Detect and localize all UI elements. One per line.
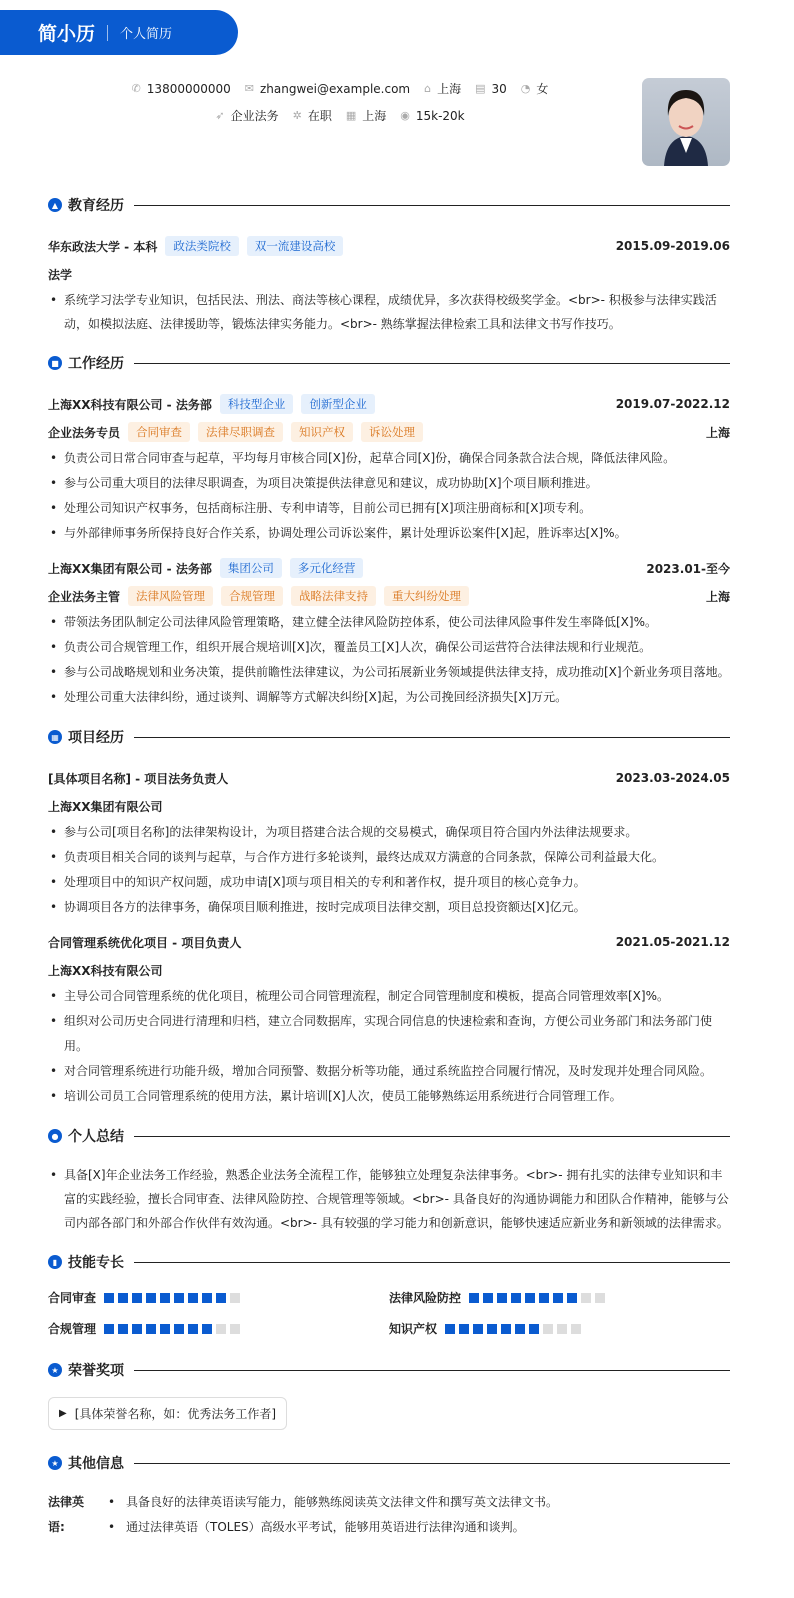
- location: 上海: [437, 82, 462, 96]
- graduation-icon: ▲: [48, 198, 62, 212]
- section-title: 技能专长: [68, 1255, 124, 1271]
- date: 2021.05-2021.12: [615, 935, 730, 949]
- tag: 集团公司: [220, 558, 282, 578]
- skill-item: [48, 1289, 389, 1306]
- list-item: • 与外部律师事务所保持良好合作关系，协调处理公司诉讼案件，累计处理诉讼案件[X]起，胜诉率达[X]%。: [48, 521, 730, 546]
- major: 法学: [48, 267, 73, 282]
- list-item: • 参与公司重大项目的法律尽职调查，为项目决策提供法律意见和建议，成功协助[X]个项目顺利推进。: [48, 471, 730, 496]
- award-item[interactable]: [48, 1397, 287, 1430]
- list-item: • 负责项目相关合同的谈判与起草，与合作方进行多轮谈判，最终达成双方满意的合同条款，保障公司利益最大化。: [48, 845, 730, 870]
- skill-level-segment: [104, 1293, 114, 1303]
- brand-logo: 简小历: [38, 23, 96, 45]
- divider: [134, 1463, 730, 1464]
- skill-level-segment: [216, 1324, 226, 1334]
- section-work-header: [48, 350, 730, 376]
- company: 上海XX科技有限公司 - 法务部: [48, 397, 212, 412]
- skill-level-segment: [571, 1324, 581, 1334]
- section-education-header: [48, 192, 730, 218]
- skill-level-segment: [230, 1324, 240, 1334]
- divider: [134, 1136, 730, 1137]
- skill-level-segment: [132, 1293, 142, 1303]
- triangle-right-icon: ▶: [59, 1408, 67, 1419]
- skill-level-segment: [146, 1293, 156, 1303]
- list-item: • 处理公司重大法律纠纷，通过谈判、调解等方式解决纠纷[X]起，为公司挽回经济损失[X]万元。: [48, 685, 730, 710]
- header-subtitle: 个人简历: [120, 27, 173, 42]
- money-icon: ◉: [400, 109, 410, 122]
- position: 企业法务: [230, 109, 279, 123]
- section-awards-header: [48, 1357, 730, 1383]
- phone-icon: ✆: [131, 82, 141, 95]
- city: 上海: [705, 589, 730, 604]
- list-item: • 对合同管理系统进行功能升级，增加合同预警、数据分析等功能，通过系统监控合同履行情况，及时发现并处理合同风险。: [48, 1059, 730, 1084]
- grid-icon: ▦: [48, 730, 62, 744]
- award-name: [具体荣誉名称，如：优秀法务工作者]: [74, 1407, 277, 1421]
- section-title: 荣誉奖项: [68, 1363, 124, 1379]
- divider: [107, 25, 108, 41]
- skill-level-segment: [529, 1324, 539, 1334]
- skill-item: [389, 1289, 730, 1306]
- skill-level-segment: [118, 1324, 128, 1334]
- skill-level-segment: [553, 1293, 563, 1303]
- skill-level-segment: [188, 1324, 198, 1334]
- tag: 重大纠纷处理: [384, 586, 469, 606]
- phone: 13800000000: [146, 81, 231, 96]
- section-title: 其他信息: [68, 1456, 124, 1472]
- send-icon: ➶: [215, 109, 225, 122]
- skill-level-segment: [557, 1324, 567, 1334]
- contact-row-2: [0, 107, 680, 124]
- skill-level-segment: [511, 1293, 521, 1303]
- list-item: • 带领法务团队制定公司法律风险管理策略，建立健全法律风险防控体系，使公司法律风险事件发生率降低[X]%。: [48, 610, 730, 635]
- list-item: • 参与公司战略规划和业务决策，提供前瞻性法律建议，为公司拓展新业务领域提供法律支持，成功推动[X]个新业务项目落地。: [48, 660, 730, 685]
- project-item: [48, 928, 730, 1109]
- skill-name: 知识产权: [389, 1322, 438, 1336]
- skill-level-segment: [567, 1293, 577, 1303]
- section-summary-header: [48, 1123, 730, 1149]
- skill-level-segment: [160, 1293, 170, 1303]
- email: zhangwei@example.com: [260, 81, 411, 96]
- list-item: • 参与公司[项目名称]的法律架构设计，为项目搭建合法合规的交易模式，确保项目符合国内外法律法规要求。: [48, 820, 730, 845]
- role: 企业法务专员: [48, 425, 121, 440]
- skill-level-bar: [469, 1293, 605, 1303]
- skills-grid: [48, 1289, 730, 1337]
- skill-level-segment: [132, 1324, 142, 1334]
- home-icon: ⌂: [424, 82, 432, 95]
- tag: 法律风险管理: [128, 586, 213, 606]
- tag: 多元化经营: [290, 558, 364, 578]
- gender: 女: [536, 82, 549, 96]
- skill-name: 法律风险防控: [389, 1291, 462, 1305]
- skill-level-segment: [473, 1324, 483, 1334]
- list-item: • 组织对公司历史合同进行清理和归档，建立合同数据库，实现合同信息的快速检索和查询，方便公司业务部门和法务部门使用。: [48, 1009, 730, 1059]
- salary: 15k-20k: [415, 108, 465, 123]
- list-item: • 主导公司合同管理系统的优化项目，梳理公司合同管理流程，制定合同管理制度和模板，提高合同管理效率[X]%。: [48, 984, 730, 1009]
- chart-icon: ▮: [48, 1255, 62, 1269]
- user-icon: ●: [48, 1129, 62, 1143]
- divider: [134, 205, 730, 206]
- skill-level-segment: [146, 1324, 156, 1334]
- contact-row-1: [0, 80, 680, 97]
- role: 企业法务主管: [48, 589, 121, 604]
- tag: 合同审查: [128, 422, 190, 442]
- skill-level-segment: [487, 1324, 497, 1334]
- age: 30: [491, 81, 507, 96]
- cake-icon: ▤: [475, 82, 486, 95]
- date: 2023.03-2024.05: [615, 771, 730, 785]
- skill-level-segment: [104, 1324, 114, 1334]
- skill-name: 合同审查: [48, 1291, 97, 1305]
- skill-level-segment: [515, 1324, 525, 1334]
- section-other-header: [48, 1450, 730, 1476]
- list-item: • 处理项目中的知识产权问题，成功申请[X]项与项目相关的专利和著作权，提升项目的核心竞争力。: [48, 870, 730, 895]
- skill-level-segment: [501, 1324, 511, 1334]
- work-item: [48, 390, 730, 546]
- status-icon: ✲: [292, 109, 302, 122]
- tag: 法律尽职调查: [198, 422, 283, 442]
- divider: [134, 737, 730, 738]
- summary-text: • 具备[X]年企业法务工作经验，熟悉企业法务全流程工作，能够独立处理复杂法律事务。<br>- 拥有扎实的法律专业知识和丰富的实践经验，擅长合同审查、法律风险防控、合规管理等领域。<br>- 具备良好的沟通协调能力和团队合作精神，能够与公司内部各部门和外部合作伙伴有效沟通。<br>- 具有较强的学习能力和创新意识，能够快速适应新业务和新领域的法律需求。: [48, 1163, 730, 1235]
- city: 上海: [705, 425, 730, 440]
- skill-level-segment: [483, 1293, 493, 1303]
- tag: 创新型企业: [301, 394, 375, 414]
- divider: [134, 363, 730, 364]
- divider: [134, 1370, 730, 1371]
- skill-level-segment: [469, 1293, 479, 1303]
- company: 上海XX集团有限公司 - 法务部: [48, 561, 212, 576]
- date: 2015.09-2019.06: [615, 239, 730, 253]
- resume-body: [48, 192, 730, 1540]
- skill-level-segment: [525, 1293, 535, 1303]
- skill-level-segment: [202, 1324, 212, 1334]
- skill-level-segment: [497, 1293, 507, 1303]
- briefcase-icon: ■: [48, 356, 62, 370]
- avatar: [642, 78, 730, 166]
- skill-level-segment: [174, 1293, 184, 1303]
- section-project-header: [48, 724, 730, 750]
- skill-level-segment: [539, 1293, 549, 1303]
- skill-level-segment: [202, 1293, 212, 1303]
- list-item: • 负责公司合规管理工作，组织开展合规培训[X]次，覆盖员工[X]人次，确保公司运营符合法律法规和行业规范。: [48, 635, 730, 660]
- skill-level-segment: [543, 1324, 553, 1334]
- building-icon: ▦: [345, 109, 357, 122]
- skill-level-segment: [118, 1293, 128, 1303]
- tag: 科技型企业: [220, 394, 294, 414]
- city: 上海: [362, 109, 387, 123]
- header-banner: [0, 10, 238, 55]
- project-org: 上海XX科技有限公司: [48, 963, 163, 978]
- list-item: • 协调项目各方的法律事务，确保项目顺利推进，按时完成项目法律交割，项目总投资额达[X]亿元。: [48, 895, 730, 920]
- other-label: 法律英语:: [48, 1495, 85, 1534]
- list-item: • 系统学习法学专业知识，包括民法、刑法、商法等核心课程，成绩优异，多次获得校级奖学金。<br>- 积极参与法律实践活动，如模拟法庭、法律援助等，锻炼法律实务能力。<br>- 熟练掌握法律检索工具和法律文书写作技巧。: [48, 288, 730, 336]
- project-name: [具体项目名称] - 项目法务负责人: [48, 771, 229, 786]
- date: 2019.07-2022.12: [615, 397, 730, 411]
- skill-level-segment: [160, 1324, 170, 1334]
- skill-level-segment: [174, 1324, 184, 1334]
- divider: [134, 1262, 730, 1263]
- medal-icon: ★: [48, 1363, 62, 1377]
- skill-level-segment: [459, 1324, 469, 1334]
- list-item: • 通过法律英语（TOLES）高级水平考试，能够用英语进行法律沟通和谈判。: [106, 1515, 558, 1540]
- work-item: [48, 554, 730, 710]
- school: 华东政法大学 - 本科: [48, 239, 158, 254]
- status: 在职: [307, 109, 332, 123]
- section-skills-header: [48, 1249, 730, 1275]
- tag: 战略法律支持: [291, 586, 376, 606]
- list-item: • 负责公司日常合同审查与起草，平均每月审核合同[X]份，起草合同[X]份，确保合同条款合法合规，降低法律风险。: [48, 446, 730, 471]
- skill-item: [389, 1320, 730, 1337]
- tag: 合规管理: [221, 586, 283, 606]
- project-name: 合同管理系统优化项目 - 项目负责人: [48, 935, 242, 950]
- skill-level-bar: [445, 1324, 581, 1334]
- section-title: 教育经历: [68, 198, 124, 214]
- project-org: 上海XX集团有限公司: [48, 799, 163, 814]
- section-title: 工作经历: [68, 356, 124, 372]
- skill-level-segment: [445, 1324, 455, 1334]
- info-icon: ★: [48, 1456, 62, 1470]
- skill-level-segment: [230, 1293, 240, 1303]
- list-item: • 具备良好的法律英语读写能力，能够熟练阅读英文法律文件和撰写英文法律文书。: [106, 1490, 558, 1515]
- skill-level-segment: [581, 1293, 591, 1303]
- skill-level-segment: [188, 1293, 198, 1303]
- section-title: 项目经历: [68, 730, 124, 746]
- skill-level-segment: [216, 1293, 226, 1303]
- project-item: [48, 764, 730, 920]
- skill-level-bar: [104, 1293, 240, 1303]
- list-item: • 处理公司知识产权事务，包括商标注册、专利申请等，目前公司已拥有[X]项注册商标和[X]项专利。: [48, 496, 730, 521]
- skill-item: [48, 1320, 389, 1337]
- skill-level-bar: [104, 1324, 240, 1334]
- tag: 知识产权: [291, 422, 353, 442]
- tag: 诉讼处理: [361, 422, 423, 442]
- tag: 政法类院校: [165, 236, 239, 256]
- tag: 双一流建设高校: [247, 236, 344, 256]
- section-title: 个人总结: [68, 1129, 124, 1145]
- skill-level-segment: [595, 1293, 605, 1303]
- skill-name: 合规管理: [48, 1322, 97, 1336]
- email-icon: ✉: [244, 82, 254, 95]
- list-item: • 培训公司员工合同管理系统的使用方法，累计培训[X]人次，使员工能够熟练运用系统进行合同管理工作。: [48, 1084, 730, 1109]
- gender-icon: ◔: [520, 82, 531, 95]
- date: 2023.01-至今: [646, 561, 730, 576]
